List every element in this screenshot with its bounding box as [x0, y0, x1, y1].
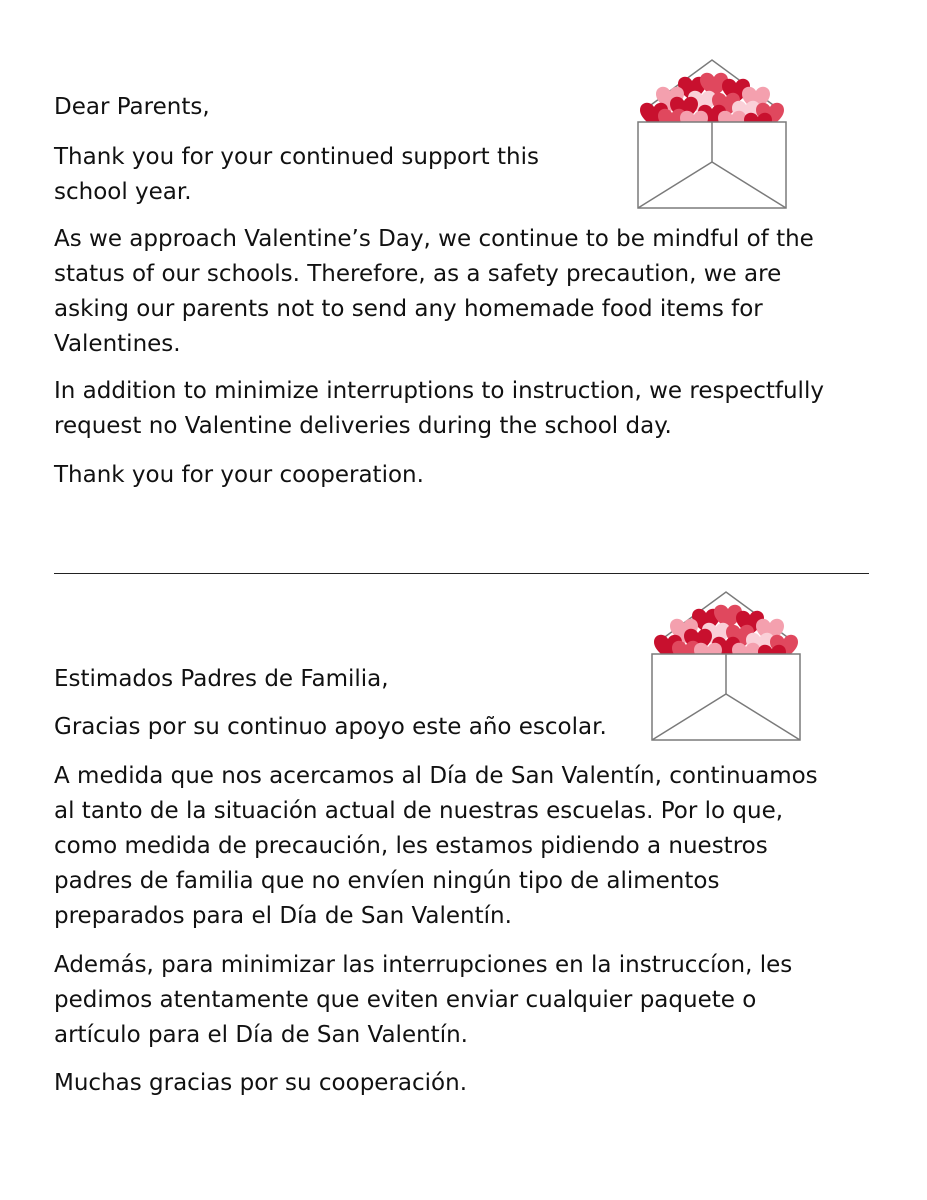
english-closing: Thank you for your cooperation.: [54, 462, 424, 488]
english-thanks: Thank you for your continued support this school year.: [54, 144, 539, 205]
english-paragraph-2: In addition to minimize interruptions to instruction, we respectfully request no Valentine deliveries during the school day.: [54, 378, 824, 439]
envelope-hearts-icon: [632, 56, 792, 212]
spanish-closing: Muchas gracias por su cooperación.: [54, 1070, 468, 1096]
section-divider: [54, 573, 869, 574]
spanish-thanks: Gracias por su continuo apoyo este año escolar.: [54, 714, 607, 740]
envelope-hearts-icon: [646, 588, 806, 744]
valentine-envelope-illustration-spanish: [646, 588, 806, 744]
spanish-paragraph-1: A medida que nos acercamos al Día de San Valentín, continuamos al tanto de la situación actual de nuestras escuelas. Por lo que, como medida de precaución, les estamos pidiendo a nuestros padres de familia que no envíen ningún tipo de alimentos preparados para el Día de San Valentín.: [54, 763, 818, 929]
spanish-greeting: Estimados Padres de Familia,: [54, 666, 389, 692]
english-greeting: Dear Parents,: [54, 94, 210, 120]
english-paragraph-1: As we approach Valentine’s Day, we continue to be mindful of the status of our schools. Therefore, as a safety precaution, we are asking our parents not to send any homemade food items for Valentines.: [54, 226, 814, 357]
valentine-envelope-illustration: [632, 56, 792, 212]
spanish-paragraph-2: Además, para minimizar las interrupciones en la instruccíon, les pedimos atentamente que eviten enviar cualquier paquete o artículo para el Día de San Valentín.: [54, 952, 793, 1048]
